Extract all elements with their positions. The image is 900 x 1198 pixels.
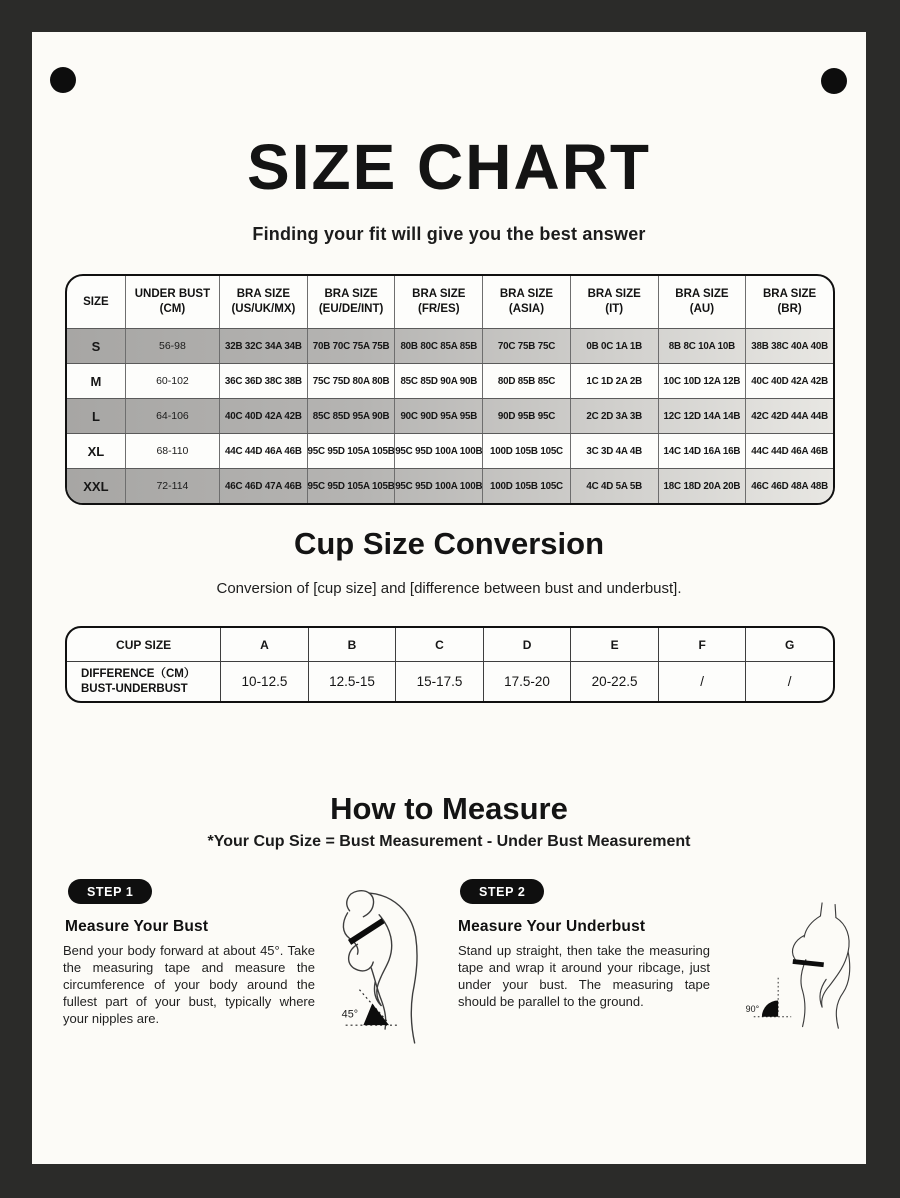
column-header-br: BRA SIZE (BR) — [745, 276, 833, 328]
cell-eu: 85C 85D 95A 90B — [307, 399, 395, 433]
cell-asia: 100D 105B 105C — [482, 434, 570, 468]
how-to-measure-subtitle: *Your Cup Size = Bust Measurement - Under Bust Measurement — [207, 833, 691, 850]
cup-conversion-title: Cup Size Conversion — [293, 526, 605, 561]
cup-header-e: E — [570, 628, 658, 661]
cell-us: 40C 40D 42A 42B — [219, 399, 307, 433]
cell-asia: 90D 95B 95C — [482, 399, 570, 433]
cell-br: 42C 42D 44A 44B — [745, 399, 833, 433]
table-header-row — [67, 276, 833, 328]
cell-underbust: 64-106 — [125, 399, 219, 433]
cell-fr: 80B 80C 85A 85B — [394, 329, 482, 363]
cell-us: 44C 44D 46A 46B — [219, 434, 307, 468]
size-chart-table — [65, 274, 835, 505]
cup-value-e: 20-22.5 — [570, 662, 658, 701]
cup-header-label: CUP SIZE — [116, 637, 172, 652]
cell-asia: 80D 85B 85C — [482, 364, 570, 398]
cup-header-b: B — [308, 628, 396, 661]
cell-eu: 95C 95D 105A 105B — [307, 469, 395, 503]
cell-fr: 95C 95D 100A 100B — [394, 469, 482, 503]
column-header-us-uk-mx: BRA SIZE (US/UK/MX) — [219, 276, 307, 328]
cup-value-g: / — [745, 662, 833, 701]
column-header-au: BRA SIZE (AU) — [658, 276, 746, 328]
cup-header-c: C — [395, 628, 483, 661]
cell-us: 36C 36D 38C 38B — [219, 364, 307, 398]
cup-conversion-subtitle: Conversion of [cup size] and [difference between bust and underbust]. — [216, 580, 682, 597]
cell-underbust: 72-114 — [125, 469, 219, 503]
column-header-asia: BRA SIZE (ASIA) — [482, 276, 570, 328]
cell-au: 14C 14D 16A 16B — [658, 434, 746, 468]
cell-asia: 100D 105B 105C — [482, 469, 570, 503]
cell-au: 10C 10D 12A 12B — [658, 364, 746, 398]
cell-br: 44C 44D 46A 46B — [745, 434, 833, 468]
cell-size: L — [91, 408, 100, 424]
measure-underbust-figure-icon — [744, 883, 866, 1053]
cell-size: XXL — [83, 478, 109, 494]
cell-br: 38B 38C 40A 40B — [745, 329, 833, 363]
column-header-size: SIZE — [83, 295, 109, 308]
cell-us: 32B 32C 34A 34B — [219, 329, 307, 363]
step-2-body: Stand up straight, then take the measuring tape and wrap it around your ribcage, just under your bust. The measuring tape should be parallel to the ground. — [458, 943, 710, 1009]
cell-eu: 95C 95D 105A 105B — [307, 434, 395, 468]
step-1-heading: Measure Your Bust — [65, 918, 209, 935]
cup-value-c: 15-17.5 — [395, 662, 483, 701]
rivet-dot-left — [50, 67, 76, 93]
page-subtitle: Finding your fit will give you the best answer — [252, 224, 646, 244]
cell-eu: 70B 70C 75A 75B — [307, 329, 395, 363]
angle-90-label: 90° — [745, 1003, 760, 1014]
cell-au: 8B 8C 10A 10B — [658, 329, 746, 363]
measure-bust-figure-icon — [320, 883, 458, 1053]
cell-us: 46C 46D 47A 46B — [219, 469, 307, 503]
cell-size: M — [90, 373, 102, 389]
angle-45-label: 45° — [341, 1008, 359, 1021]
cup-header-f: F — [658, 628, 746, 661]
size-chart-card — [32, 32, 866, 1164]
cup-header-d: D — [483, 628, 571, 661]
cup-header-g: G — [745, 628, 833, 661]
table-row-xxl — [67, 468, 833, 503]
page-title: SIZE CHART — [247, 131, 651, 203]
cup-table-header-row — [67, 628, 833, 661]
cell-br: 40C 40D 42A 42B — [745, 364, 833, 398]
cup-table-data-row — [67, 661, 833, 701]
rivet-dot-right — [821, 68, 847, 94]
cell-au: 18C 18D 20A 20B — [658, 469, 746, 503]
table-row-m — [67, 363, 833, 398]
cup-value-a: 10-12.5 — [220, 662, 308, 701]
cell-fr: 95C 95D 100A 100B — [394, 434, 482, 468]
step-1-body: Bend your body forward at about 45°. Take the measuring tape and measure the circumference of your body around the fullest part of your bust, typically where your nipples are. — [63, 943, 315, 1026]
cell-size: XL — [87, 443, 105, 459]
step-2-heading: Measure Your Underbust — [458, 918, 646, 935]
cup-conversion-table — [65, 626, 835, 703]
table-row-l — [67, 398, 833, 433]
cell-eu: 75C 75D 80A 80B — [307, 364, 395, 398]
step-2-badge: STEP 2 — [460, 879, 544, 904]
cell-size: S — [91, 338, 101, 354]
cell-asia: 70C 75B 75C — [482, 329, 570, 363]
column-header-eu-de-int: BRA SIZE (EU/DE/INT) — [307, 276, 395, 328]
cup-value-b: 12.5-15 — [308, 662, 396, 701]
cup-header-a: A — [220, 628, 308, 661]
column-header-underbust: UNDER BUST (CM) — [125, 276, 219, 328]
cell-br: 46C 46D 48A 48B — [745, 469, 833, 503]
cell-it: 1C 1D 2A 2B — [570, 364, 658, 398]
cell-fr: 90C 90D 95A 95B — [394, 399, 482, 433]
cup-value-d: 17.5-20 — [483, 662, 571, 701]
cell-it: 3C 3D 4A 4B — [570, 434, 658, 468]
table-row-s — [67, 328, 833, 363]
cell-it: 2C 2D 3A 3B — [570, 399, 658, 433]
cell-it: 0B 0C 1A 1B — [570, 329, 658, 363]
column-header-it: BRA SIZE (IT) — [570, 276, 658, 328]
step-1-badge: STEP 1 — [68, 879, 152, 904]
cup-difference-label: DIFFERENCE（CM） BUST-UNDERBUST — [81, 668, 196, 695]
how-to-measure-title: How to Measure — [330, 791, 568, 826]
cup-value-f: / — [658, 662, 746, 701]
cell-underbust: 60-102 — [125, 364, 219, 398]
column-header-fr-es: BRA SIZE (FR/ES) — [394, 276, 482, 328]
cell-underbust: 68-110 — [125, 434, 219, 468]
cell-underbust: 56-98 — [125, 329, 219, 363]
table-row-xl — [67, 433, 833, 468]
cell-it: 4C 4D 5A 5B — [570, 469, 658, 503]
cell-au: 12C 12D 14A 14B — [658, 399, 746, 433]
cell-fr: 85C 85D 90A 90B — [394, 364, 482, 398]
